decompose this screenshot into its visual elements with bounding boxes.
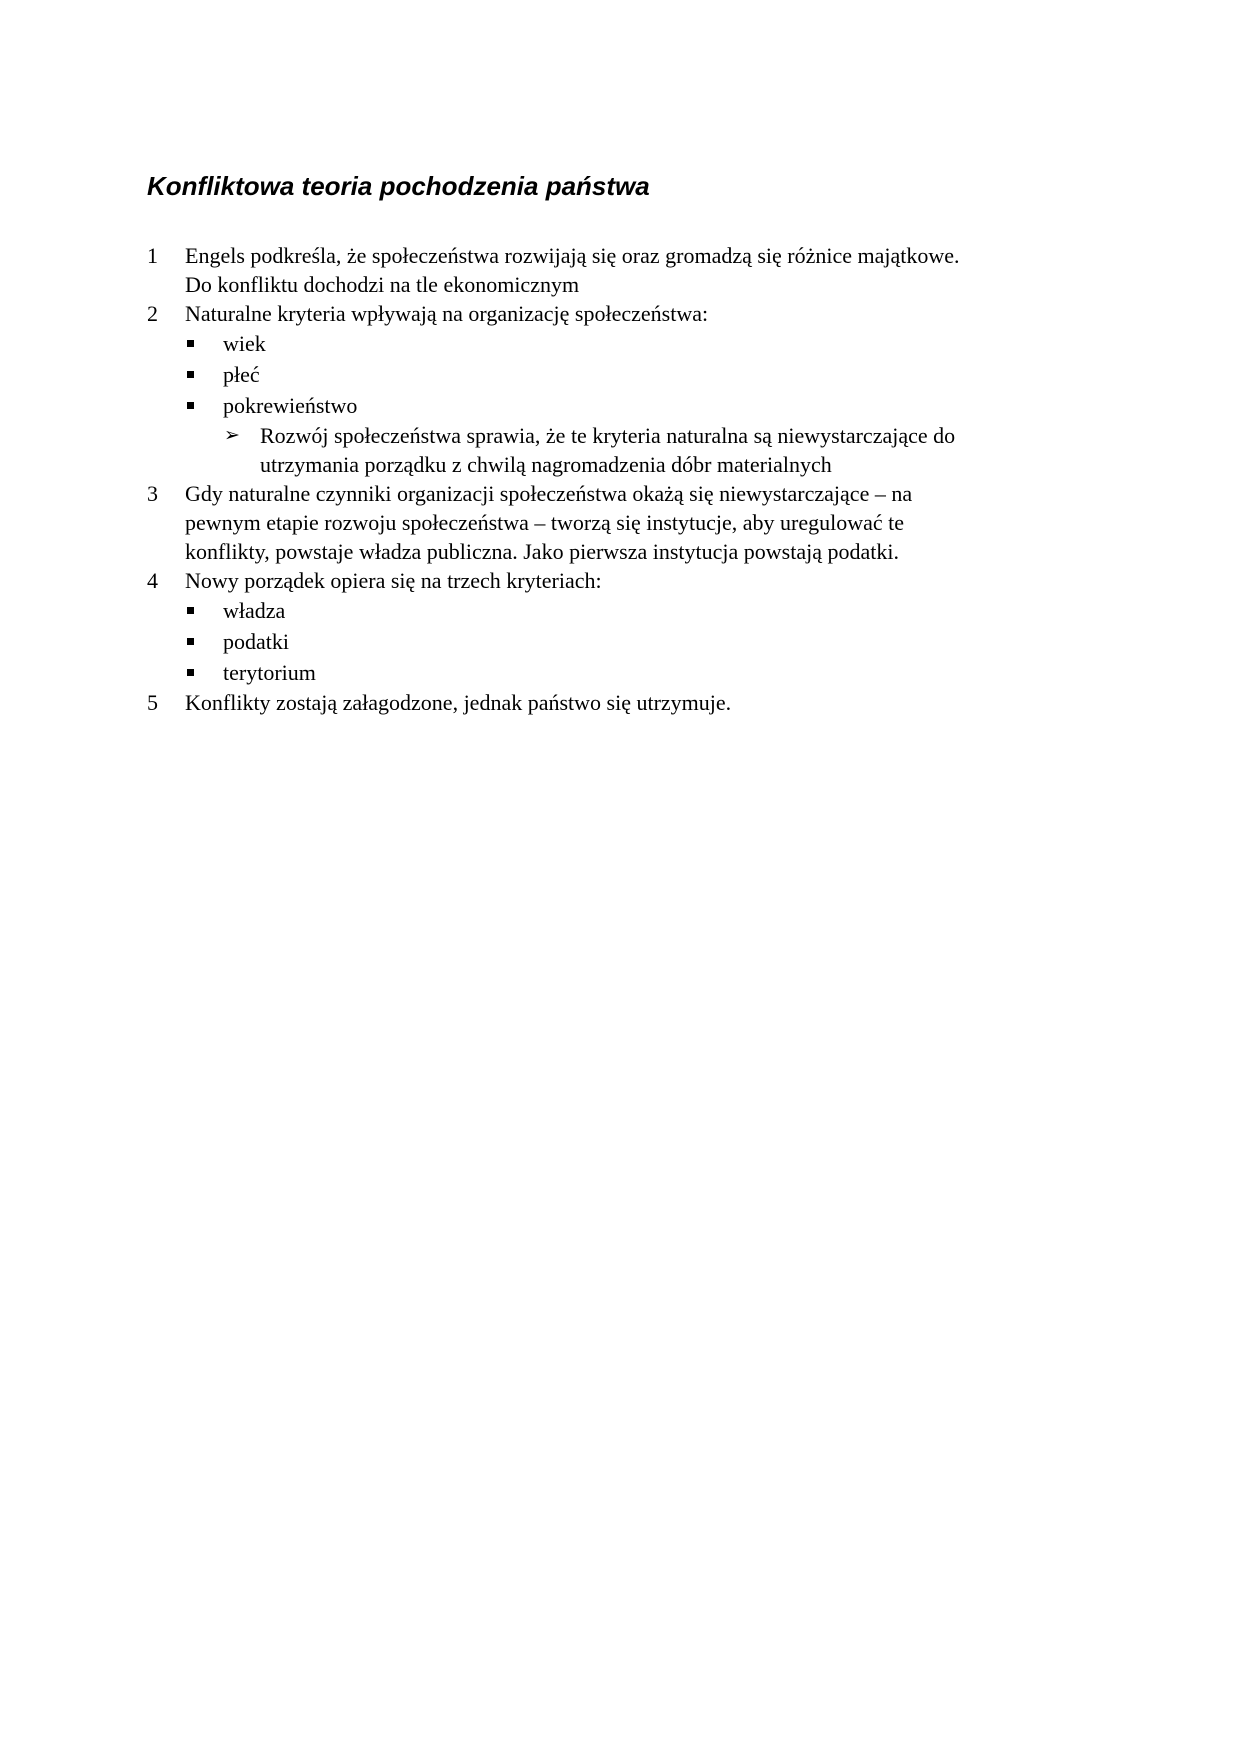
list-number: 1 [147,243,158,268]
list-item-text-continued: pewnym etapie rozwoju społeczeństwa – tworzą się instytucje, aby uregulować te [185,510,905,535]
list-item-text-continued: konflikty, powstaje władza publiczna. Jako pierwsza instytucja powstają podatki. [185,539,899,564]
list-item-1 [147,241,1087,299]
list-item-4 [147,566,1087,595]
square-bullet-icon [187,371,194,378]
square-bullet-icon [187,669,194,676]
square-bullet-icon [187,402,194,409]
sub-list-item-text: wiek [223,331,266,356]
list-number: 2 [147,301,158,326]
list-item-5 [147,688,1087,717]
nested-item-text: Rozwój społeczeństwa sprawia, że te kryteria naturalna są niewystarczające do [260,423,956,448]
sub-list-item-text: pokrewieństwo [223,393,358,418]
sub-list-item-text: podatki [223,629,289,654]
list-item-text: Nowy porządek opiera się na trzech kryteriach: [185,568,602,593]
list-item-3 [147,479,1087,566]
list-item-2 [147,299,1087,328]
sub-list-item-text: terytorium [223,660,316,685]
list-number: 5 [147,690,158,715]
list-item-text: Naturalne kryteria wpływają na organizację społeczeństwa: [185,301,709,326]
list-item-text-continued: Do konfliktu dochodzi na tle ekonomicznym [185,272,580,297]
sub-list-item [147,595,1087,626]
sub-list-item-text: władza [223,598,286,623]
list-number: 3 [147,481,158,506]
sub-list-item [147,626,1087,657]
list-item-text: Engels podkreśla, że społeczeństwa rozwijają się oraz gromadzą się różnice majątkowe. [185,243,960,268]
arrow-bullet-icon: ➢ [224,424,240,446]
square-bullet-icon [187,340,194,347]
sub-list-item [147,390,1087,421]
document-title: Konfliktowa teoria pochodzenia państwa [147,171,650,201]
sub-list-item [147,657,1087,688]
document-body [147,241,1087,717]
square-bullet-icon [187,607,194,614]
list-item-text: Konflikty zostają załagodzone, jednak państwo się utrzymuje. [185,690,732,715]
list-item-text: Gdy naturalne czynniki organizacji społeczeństwa okażą się niewystarczające – na [185,481,913,506]
list-number: 4 [147,568,158,593]
nested-sub-list-item [147,421,1087,479]
square-bullet-icon [187,638,194,645]
sub-list-item [147,328,1087,359]
sub-list-item [147,359,1087,390]
sub-list-item-text: płeć [223,362,260,387]
nested-item-text-continued: utrzymania porządku z chwilą nagromadzenia dóbr materialnych [260,452,832,477]
